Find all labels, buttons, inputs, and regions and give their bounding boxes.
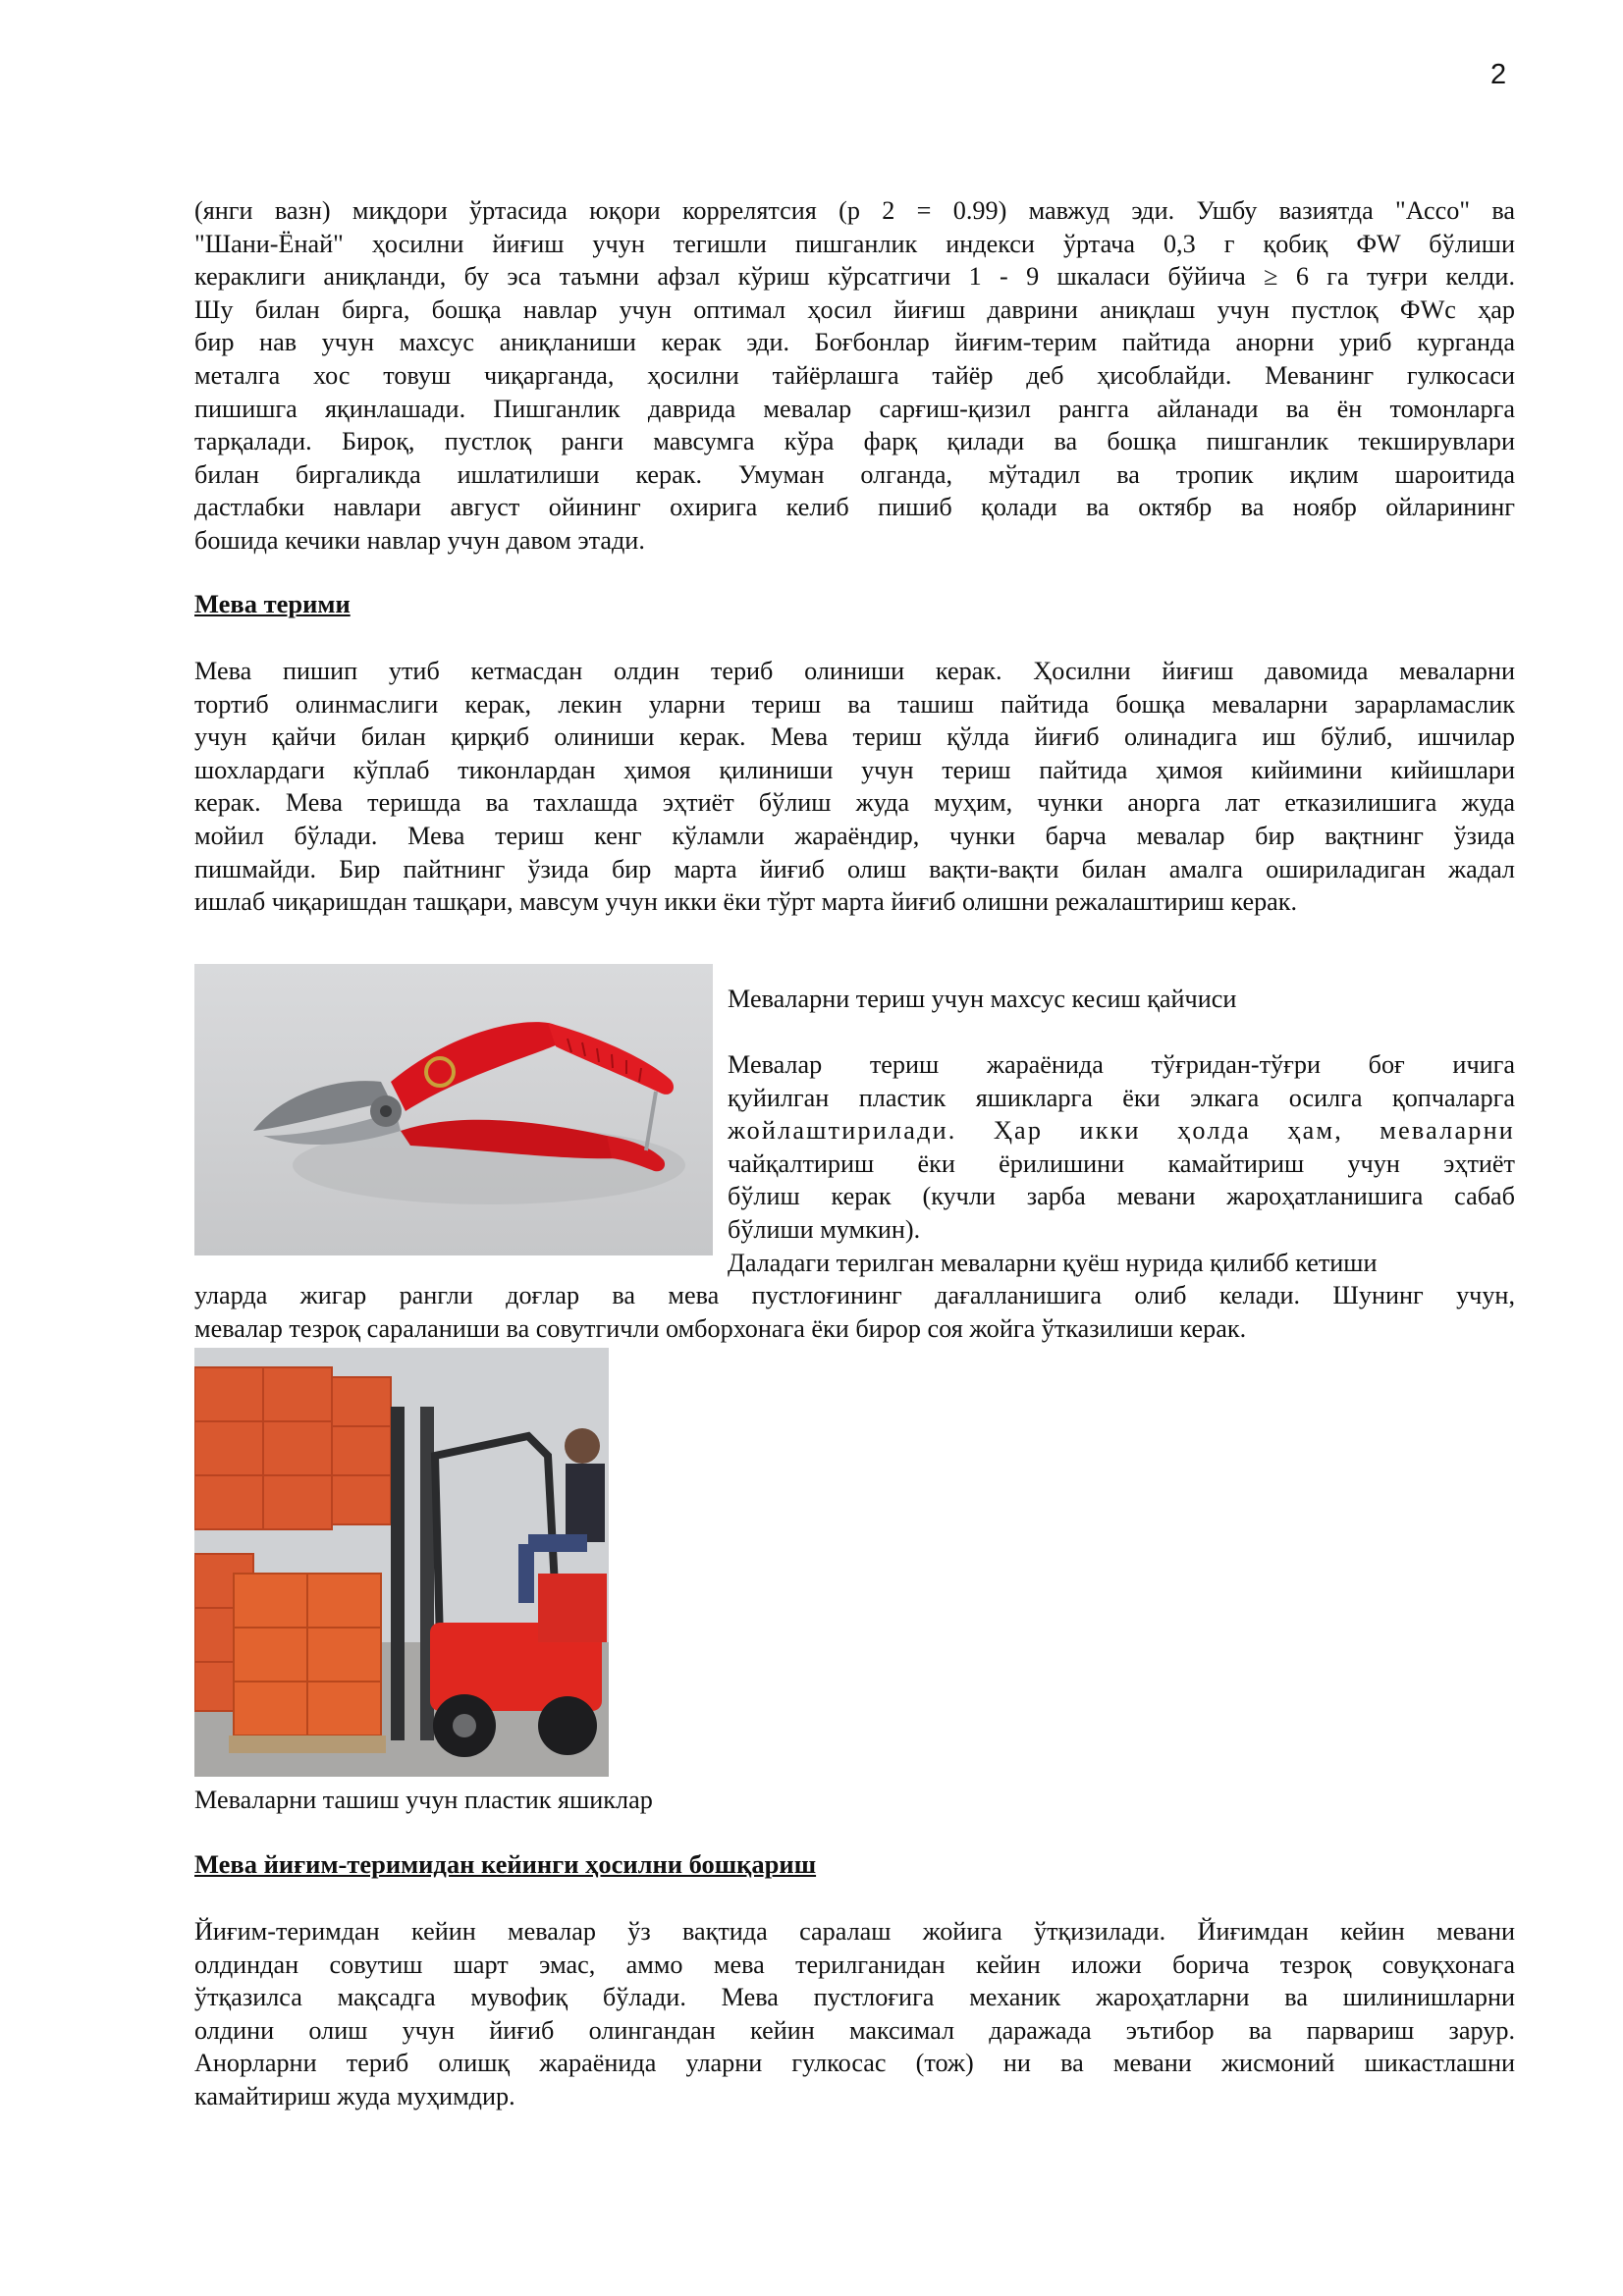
text-line: шохлардаги кўплаб тиконлардан ҳимоя қилиниши учун териш пайтида ҳимоя кийимини кийишлари	[194, 755, 1515, 784]
text-line: Йиғим-теримдан кейин мевалар ўз вақтида саралаш жойига ўтқизилади. Йиғимдан кейин мевани	[194, 1917, 1515, 1946]
text-line: ишлаб чиқаришдан ташқари, мавсум учун икки ёки тўрт марта йиғиб олишни режалаштириш керак.	[194, 887, 1298, 917]
text-line: бўлиш керак (кучли зарба мевани жароҳатланишига сабаб	[728, 1182, 1515, 1211]
text-line: қуйилган пластик яшикларга ёки элкага осилга қопчаларга	[728, 1083, 1515, 1112]
forklift-crates-photo	[194, 1348, 609, 1777]
text-line: кераклиги аниқланди, бу эса таъмни афзал кўриш кўрсатгичи 1 - 9 шкаласи бўйича ≥ 6 га туғри келди.	[194, 262, 1515, 292]
text-line: Анорларни териб олишқ жараёнида уларни гулкосас (тож) ни ва мевани жисмоний шикастлашни	[194, 2049, 1515, 2078]
pruning-shears-photo	[194, 964, 713, 1255]
text-line: тарқалади. Бироқ, пустлоқ ранги мавсумга кўра фарқ қилади ва бошқа пишганлик текширувлари	[194, 427, 1515, 456]
text-line: уларда жигар рангли доғлар ва мева пустлоғининг дағалланишига олиб келади. Шунинг учун,	[194, 1281, 1515, 1309]
text-line: ўтқазилса мақсадга мувофиқ бўлади. Мева пустлоғига механик жароҳатларни ва шилинишларни	[194, 1983, 1515, 2012]
text-line: мойил бўлади. Мева териш кенг кўламли жараёндир, чунки барча мевалар бир вақтнинг ўзида	[194, 821, 1515, 850]
pruner-side-paragraph	[728, 1048, 1515, 1279]
text-line: Мевалар териш жараёнида тўғридан-тўғри боғ ичига	[728, 1050, 1515, 1079]
text-line: пишишга яқинлашади. Пишганлик даврида мевалар сарғиш-қизил рангга айланади ва ён томонларга	[194, 394, 1515, 423]
text-line: камайтириш жуда муҳимдир.	[194, 2081, 515, 2110]
section-heading-fruit-harvest: Мева терими	[194, 589, 351, 618]
text-line: олдини олиш учун йиғиб олингандан кейин максимал даражада эътибор ва парвариш зарур.	[194, 2015, 1515, 2045]
page-number: 2	[1490, 59, 1507, 90]
text-line: Мева пишип утиб кетмасдан олдин териб олиниши керак. Ҳосилни йиғиш давомида меваларни	[194, 657, 1515, 685]
intro-paragraph	[194, 194, 1515, 558]
text-line: билан биргаликда ишлатилиши керак. Умуман олганда, мўтадил ва тропик иқлим шароитида	[194, 459, 1515, 489]
text-line: "Шани-Ёнай" ҳосилни йиғиш учун тегишли пишганлик индекси ўртача 0,3 г қобиқ ФW бўлиши	[194, 229, 1515, 258]
text-line: тортиб олинмаслиги керак, лекин уларни териш ва ташиш пайтида бошқа меваларни зарарламаслик	[194, 689, 1515, 719]
pruning-shears-icon	[194, 964, 713, 1255]
text-line: олдиндан совутиш шарт эмас, аммо мева терилганидан кейин иложи борича тезроқ совуқхонага	[194, 1949, 1515, 1979]
pruner-caption: Меваларни териш учун махсус кесиш қайчиси	[728, 985, 1237, 1013]
forklift-caption: Меваларни ташиш учун пластик яшиклар	[194, 1786, 653, 1814]
text-line: учун қайчи билан қирқиб олиниши керак. Мева териш қўлда йиғиб олинадига иш бўлиб, ишчилар	[194, 722, 1515, 752]
harvest-paragraph	[194, 655, 1515, 919]
text-line: бир нав учун махсус аниқланиши керак эди. Боғбонлар йиғим-терим пайтида анорни уриб курганда	[194, 328, 1515, 357]
text-line: мевалар тезроқ сараланиши ва совутгичли омборхонага ёки бирор соя жойга ўтказилиши керак.	[194, 1313, 1247, 1343]
text-line: пишмайди. Бир пайтнинг ўзида бир марта йиғиб олиш вақти-вақти билан амалга ошириладиган жадал	[194, 854, 1515, 883]
text-line: Даладаги терилган меваларни қуёш нурида қилибб кетиши	[728, 1248, 1378, 1277]
text-line: бўлиши мумкин).	[728, 1214, 921, 1244]
text-line: жойлаштирилади. Ҳар икки ҳолда ҳам, меваларни	[728, 1116, 1515, 1146]
forklift-icon	[194, 1348, 609, 1777]
section-heading-post-harvest: Мева йиғим-теримидан кейинги ҳосилни бошқариш	[194, 1849, 817, 1879]
text-line: чайқалтириш ёки ёрилишини камайтириш учун эҳтиёт	[728, 1148, 1515, 1178]
text-line: Шу билан бирга, бошқа навлар учун оптимал ҳосил йиғиш даврини аниқлаш учун пустлоқ ФWс ҳар	[194, 294, 1515, 324]
text-line: металга хос товуш чиқарганда, ҳосилни тайёрлашга тайёр деб ҳисоблайди. Меванинг гулкосаси	[194, 360, 1515, 390]
text-line: (янги вазн) миқдори ўртасида юқори коррелятсия (р 2 = 0.99) мавжуд эди. Ушбу вазиятда "Ассо" ва	[194, 196, 1515, 225]
post-harvest-paragraph	[194, 1915, 1515, 2113]
text-line: бошида кечики навлар учун давом этади.	[194, 525, 645, 555]
text-line: дастлабки навлари август ойининг охирига келиб пишиб қолади ва октябр ва ноябр ойларининг	[194, 493, 1515, 522]
storage-paragraph	[194, 1279, 1515, 1345]
text-line: керак. Мева теришда ва тахлашда эҳтиёт бўлиш жуда муҳим, чунки анорга лат етказилишига жуда	[194, 788, 1515, 818]
